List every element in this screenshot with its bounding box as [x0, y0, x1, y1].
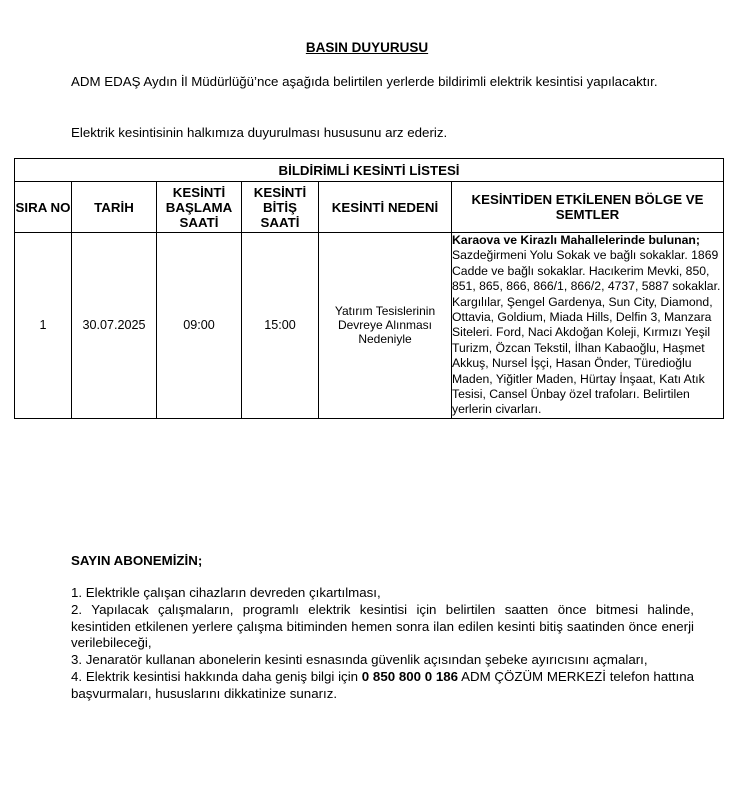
- notice-list: [71, 585, 694, 703]
- notice-item-2: 2. Yapılacak çalışmaların, programlı elektrik kesintisi için belirtilen saatten önce bitmesi halinde, kesintiden etkilenen yerlere çalışma bitiminden hemen sonra ilan edilen kesinti bitiş saatinden önce enerji verilebileceği,: [71, 601, 694, 651]
- call-center-phone: 0 850 800 0 186: [361, 668, 459, 684]
- header-tarih: TARİH: [72, 182, 157, 233]
- header-sira-no: SIRA NO: [15, 182, 72, 233]
- header-bitis-saati: KESİNTİ BİTİŞ SAATİ: [242, 182, 319, 233]
- page-title: BASIN DUYURUSU: [305, 40, 429, 55]
- table-title: BİLDİRİMLİ KESİNTİ LİSTESİ: [15, 159, 724, 182]
- table-row: [15, 233, 724, 419]
- region-details: Sazdeğirmeni Yolu Sokak ve bağlı sokaklar. 1869 Cadde ve bağlı sokaklar. Hacıkerim Mevki, 850, 851, 865, 866, 866/1, 866/2, 4737, 5887 sokaklar. Kargılılar, Şengel Gardenya, Sun City, Diamond, Ottavia, Goldium, Miada Hills, Delfin 3, Manzara Siteleri. Ford, Naci Akdoğan Koleji, Kırmızı Yeşil Turizm, Özcan Tekstil, İlhan Kabaoğlu, Haşmet Akkuş, Nursel İşçi, Hasan Önder, Türedioğlu Maden, Yiğitler Maden, Hürtay İnşaat, Katı Atık Tesisi, Cansel Ünbay özel trafoları. Belirtilen yerlerin civarları.: [452, 248, 721, 417]
- notice-item-1: 1. Elektrikle çalışan cihazların devreden çıkartılması,: [71, 585, 381, 600]
- header-kesinti-nedeni: KESİNTİ NEDENİ: [319, 182, 452, 233]
- intro-closing-paragraph: Elektrik kesintisinin halkımıza duyurulması hususunu arz ederiz.: [71, 125, 448, 140]
- cell-kesinti-nedeni: Yatırım Tesislerinin Devreye Alınması Nedeniyle: [319, 233, 452, 419]
- region-heading: Karaova ve Kirazlı Mahallelerinde bulunan;: [452, 233, 700, 247]
- outage-list-table: [14, 158, 724, 419]
- header-etkilenen-bolge: KESİNTİDEN ETKİLENEN BÖLGE VE SEMTLER: [452, 182, 724, 233]
- header-baslama-saati: KESİNTİ BAŞLAMA SAATİ: [157, 182, 242, 233]
- notice-heading: SAYIN ABONEMİZİN;: [71, 553, 203, 568]
- cell-baslama-saati: 09:00: [157, 233, 242, 419]
- table-title-row: [15, 159, 724, 182]
- notice-item-3: 3. Jenaratör kullanan abonelerin kesinti esnasında güvenlik açısından şebeke ayırıcısını açmaları,: [71, 652, 648, 668]
- notice-item-4-text-end: ADM ÇÖZÜM MERKEZİ telefon hattına başvurmaları, hususlarını dikkatinize sunarız.: [71, 668, 695, 701]
- table-header-row: [15, 182, 724, 233]
- cell-tarih: 30.07.2025: [72, 233, 157, 419]
- notice-item-4: [71, 669, 694, 703]
- cell-sira-no: 1: [15, 233, 72, 419]
- cell-bitis-saati: 15:00: [242, 233, 319, 419]
- cell-etkilenen-bolge: [452, 233, 724, 419]
- notice-item-4-text: 4. Elektrik kesintisi hakkında daha geniş bilgi için: [71, 668, 362, 684]
- intro-paragraph: ADM EDAŞ Aydın İl Müdürlüğü’nce aşağıda belirtilen yerlerde bildirimli elektrik kesintisi yapılacaktır.: [71, 74, 658, 89]
